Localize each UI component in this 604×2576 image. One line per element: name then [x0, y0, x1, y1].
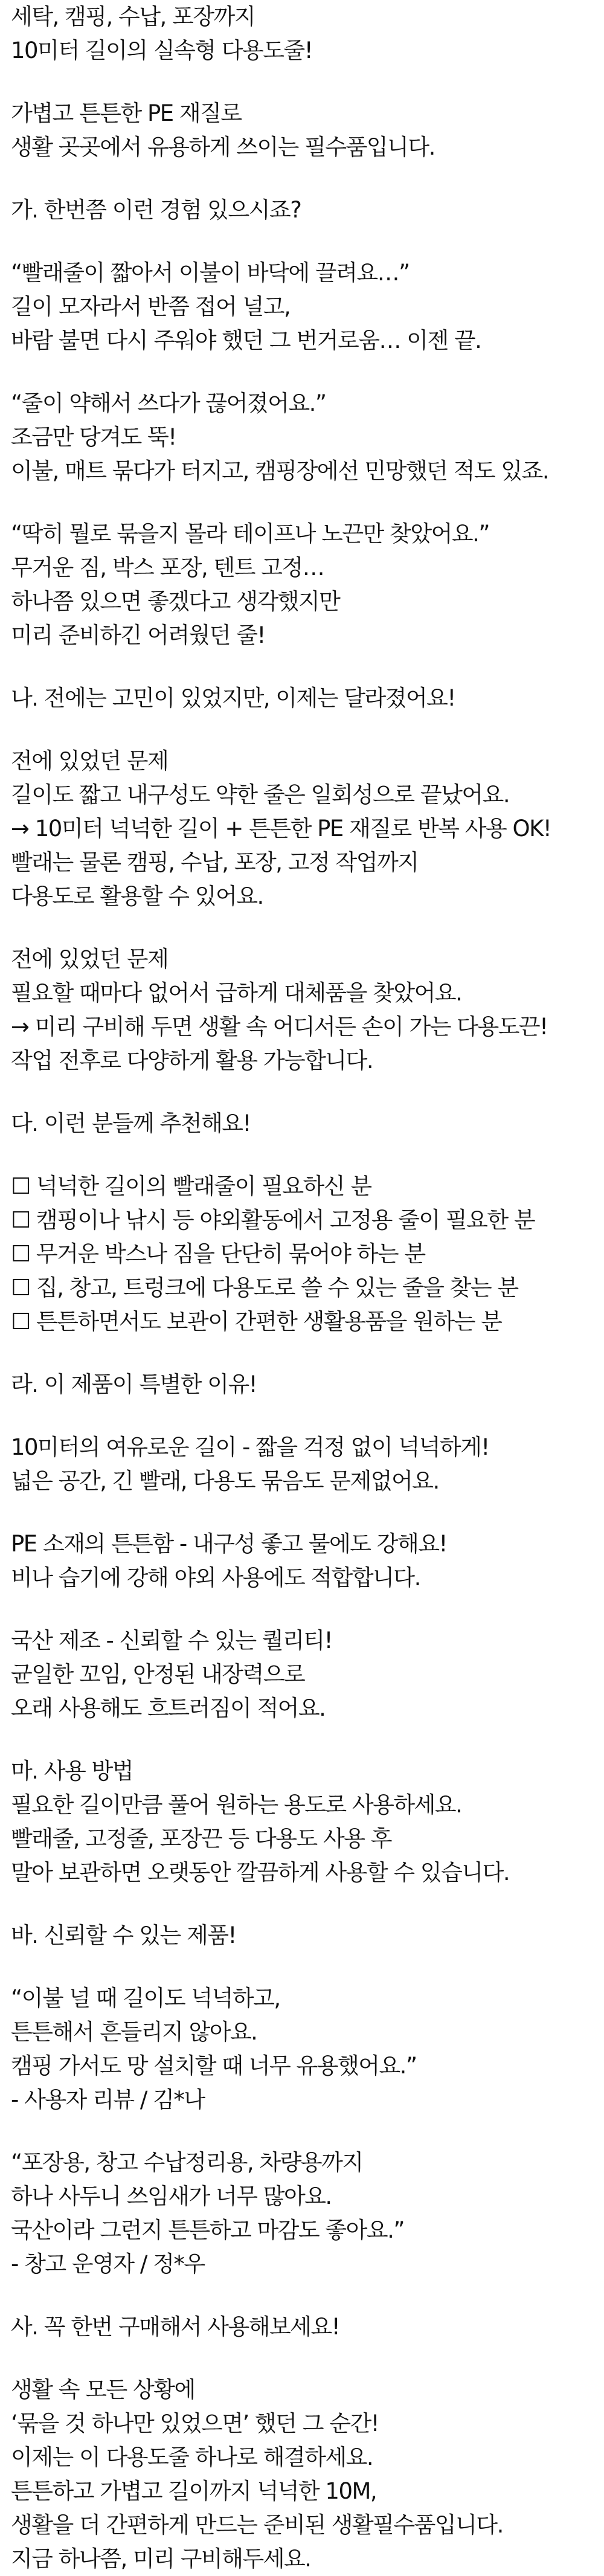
feature-block	[11, 1527, 604, 1595]
section-ra-title-block	[11, 1368, 604, 1402]
review-line: 국산이라 그런지 튼튼하고 마감도 좋아요.”	[11, 2217, 405, 2243]
review-block	[11, 1982, 604, 2117]
section-ba-title: 바. 신뢰할 수 있는 제품!	[11, 1922, 236, 1948]
quote-line: 무거운 짐, 박스 포장, 텐트 고정…	[11, 555, 324, 581]
review-line: 캠핑 가서도 망 설치할 때 너무 유용했어요.”	[11, 2053, 417, 2079]
intro2-line: 생활 곳곳에서 유용하게 쓰이는 필수품입니다.	[11, 134, 435, 160]
block-line: 다용도로 활용할 수 있어요.	[11, 883, 263, 909]
feature-line: 균일한 꼬임, 안정된 내장력으로	[11, 1661, 305, 1687]
recommend-item: ☐ 캠핑이나 낚시 등 야외활동에서 고정용 줄이 필요한 분	[11, 1207, 535, 1233]
feature-line: 넓은 공간, 긴 빨래, 다용도 묶음도 문제없어요.	[11, 1468, 439, 1494]
usage-block	[11, 1754, 604, 1890]
review-author: - 창고 운영자 / 정*우	[11, 2251, 205, 2277]
closing-line: 생활을 더 간편하게 만드는 준비된 생활필수품입니다.	[11, 2512, 503, 2538]
section-da-title: 다. 이런 분들께 추천해요!	[11, 1110, 251, 1136]
quote-line: 하나쯤 있으면 좋겠다고 생각했지만	[11, 588, 340, 614]
section-da-title-block	[11, 1107, 604, 1141]
intro-block	[11, 0, 604, 68]
usage-line: 빨래줄, 고정줄, 포장끈 등 다용도 사용 후	[11, 1826, 391, 1852]
feature-block	[11, 1624, 604, 1725]
intro2-block	[11, 97, 604, 164]
recommend-item: ☐ 집, 창고, 트렁크에 다용도로 쓸 수 있는 줄을 찾는 분	[11, 1275, 518, 1301]
quote-line: “딱히 뭘로 묶을지 몰라 테이프나 노끈만 찾았어요.”	[11, 521, 490, 547]
feature-line: 10미터의 여유로운 길이 - 짧을 걱정 없이 넉넉하게!	[11, 1434, 489, 1460]
intro2-line: 가볍고 튼튼한 PE 재질로	[11, 100, 242, 126]
intro-line: 10미터 길이의 실속형 다용도줄!	[11, 37, 313, 63]
quote-line: “줄이 약해서 쓰다가 끊어졌어요.”	[11, 390, 326, 416]
closing-line: 지금 하나쯤, 미리 구비해두세요.	[11, 2546, 311, 2572]
section-ma-title: 마. 사용 방법	[11, 1758, 133, 1784]
review-line: “이불 널 때 길이도 넉넉하고,	[11, 1985, 280, 2011]
feature-line: 오래 사용해도 흐트러짐이 적어요.	[11, 1695, 326, 1721]
review-author: - 사용자 리뷰 / 김*나	[11, 2087, 205, 2113]
block-line: → 10미터 넉넉한 길이 + 튼튼한 PE 재질로 반복 사용 OK!	[11, 816, 551, 842]
quote-line: 미리 준비하긴 어려웠던 줄!	[11, 622, 265, 648]
problem-solution-block	[11, 942, 604, 1078]
closing-line: 튼튼하고 가볍고 길이까지 넉넉한 10M,	[11, 2478, 377, 2504]
usage-line: 필요한 길이만큼 풀어 원하는 용도로 사용하세요.	[11, 1792, 462, 1818]
experience-quote	[11, 517, 604, 652]
feature-line: 국산 제조 - 신뢰할 수 있는 퀄리티!	[11, 1628, 332, 1653]
experience-quote	[11, 256, 604, 358]
block-line: 필요할 때마다 없어서 급하게 대체품을 찾았어요.	[11, 980, 462, 1006]
review-line: “포장용, 창고 수납정리용, 차량용까지	[11, 2149, 363, 2175]
intro-line: 세탁, 캠핑, 수납, 포장까지	[11, 4, 255, 30]
block-line: 빨래는 물론 캠핑, 수납, 포장, 고정 작업까지	[11, 849, 419, 875]
block-line: 전에 있었던 문제	[11, 748, 169, 774]
block-line: 길이도 짧고 내구성도 약한 줄은 일회성으로 끝났어요.	[11, 782, 510, 808]
recommend-list	[11, 1170, 604, 1339]
section-sa-title: 사. 꼭 한번 구매해서 사용해보세요!	[11, 2314, 340, 2340]
closing-line: ‘묶을 것 하나만 있었으면’ 했던 그 순간!	[11, 2410, 379, 2436]
review-line: 튼튼해서 흔들리지 않아요.	[11, 2019, 257, 2045]
problem-solution-block	[11, 744, 604, 913]
block-line: → 미리 구비해 두면 생활 속 어디서든 손이 가는 다용도끈!	[11, 1014, 548, 1040]
quote-line: 조금만 당겨도 뚝!	[11, 424, 176, 450]
recommend-item: ☐ 튼튼하면서도 보관이 간편한 생활용품을 원하는 분	[11, 1309, 502, 1335]
closing-line: 이제는 이 다용도줄 하나로 해결하세요.	[11, 2444, 373, 2470]
experience-quote	[11, 387, 604, 488]
section-na-title-block	[11, 681, 604, 715]
recommend-item: ☐ 넉넉한 길이의 빨래줄이 필요하신 분	[11, 1173, 371, 1199]
feature-line: 비나 습기에 강해 야외 사용에도 적합합니다.	[11, 1565, 420, 1591]
closing-line: 생활 속 모든 상황에	[11, 2377, 195, 2403]
section-na-title: 나. 전에는 고민이 있었지만, 이제는 달라졌어요!	[11, 685, 455, 711]
feature-block	[11, 1431, 604, 1498]
quote-line: 이불, 매트 묶다가 터지고, 캠핑장에선 민망했던 적도 있죠.	[11, 458, 549, 484]
feature-line: PE 소재의 튼튼함 - 내구성 좋고 물에도 강해요!	[11, 1531, 447, 1557]
section-ga-title: 가. 한번쯤 이런 경험 있으시죠?	[11, 197, 301, 223]
block-line: 전에 있었던 문제	[11, 946, 169, 972]
closing-block	[11, 2373, 604, 2576]
section-sa-title-block	[11, 2310, 604, 2344]
section-ba-title-block	[11, 1919, 604, 1953]
section-ra-title: 라. 이 제품이 특별한 이유!	[11, 1371, 257, 1397]
quote-line: 바람 불면 다시 주워야 했던 그 번거로움… 이젠 끝.	[11, 327, 481, 353]
quote-line: “빨래줄이 짧아서 이불이 바닥에 끌려요…”	[11, 260, 410, 286]
usage-line: 말아 보관하면 오랫동안 깔끔하게 사용할 수 있습니다.	[11, 1860, 510, 1885]
quote-line: 길이 모자라서 반쯤 접어 널고,	[11, 294, 291, 320]
review-line: 하나 사두니 쓰임새가 너무 많아요.	[11, 2183, 332, 2209]
block-line: 작업 전후로 다양하게 활용 가능합니다.	[11, 1048, 373, 1074]
recommend-item: ☐ 무거운 박스나 짐을 단단히 묶어야 하는 분	[11, 1241, 425, 1267]
review-block	[11, 2146, 604, 2281]
section-ga-title-block	[11, 193, 604, 227]
